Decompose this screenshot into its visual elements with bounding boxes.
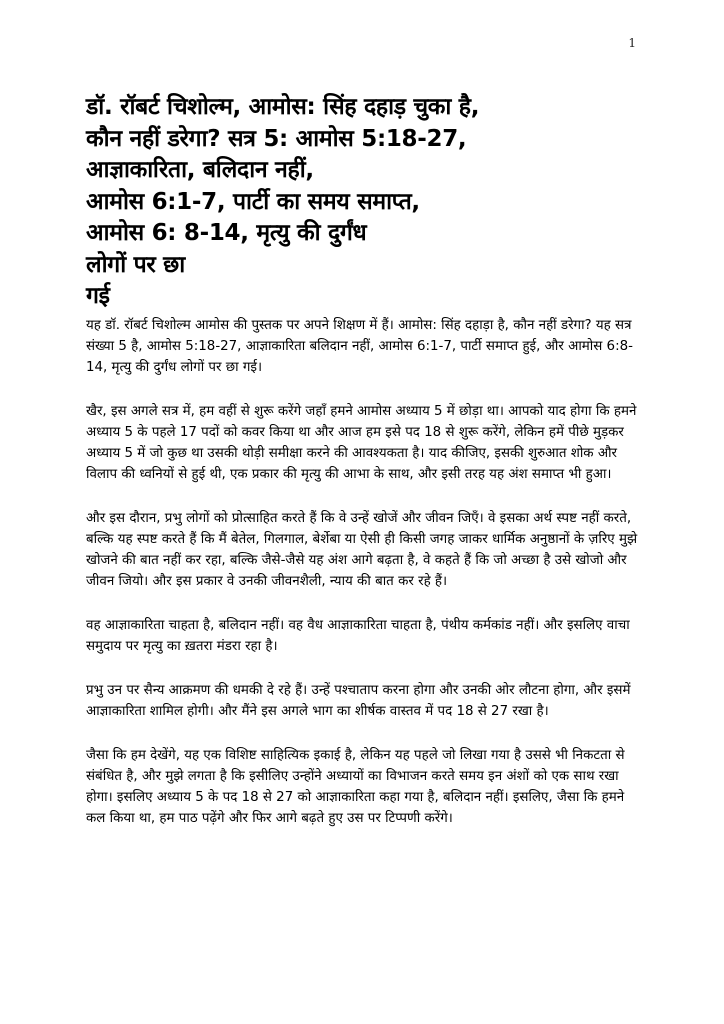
paragraph: खैर, इस अगले सत्र में, हम वहीं से शुरू करेंगे जहाँ हमने आमोस अध्याय 5 में छोड़ा था। आपको याद होगा कि हमने अध्याय 5 के पहले 17 पदों को कवर किया था और आज हम इसे पद 18 से शुरू करेंगे, लेकिन हमें पीछे मुड़कर अध्याय 5 में जो कुछ था उसकी थोड़ी समीक्षा करने की आवश्यकता है। याद कीजिए, इसकी शुरुआत शोक और विलाप की ध्वनियों से हुई थी, एक प्रकार की मृत्यु की आभा के साथ, और इसी तरह यह अंश समाप्त भी हुआ। — [86, 403, 637, 482]
title-line: गई — [86, 283, 110, 309]
document-title — [86, 92, 646, 313]
title-line: लोगों पर छा — [86, 251, 185, 278]
title-line: आमोस 6:1-7, पार्टी का समय समाप्त, — [86, 188, 420, 215]
paragraph: प्रभु उन पर सैन्य आक्रमण की धमकी दे रहे हैं। उन्हें पश्चाताप करना होगा और उनकी ओर लौटना होगा, और इसमें आज्ञाकारिता शामिल होगी। और मैंने इस अगले भाग का शीर्षक वास्तव में पद 18 से 27 रखा है। — [86, 682, 631, 719]
paragraph: जैसा कि हम देखेंगे, यह एक विशिष्ट साहित्यिक इकाई है, लेकिन यह पहले जो लिखा गया है उससे भी निकटता से संबंधित है, और मुझे लगता है कि इसीलिए उन्होंने अध्यायों का विभाजन करते समय इन अंशों को एक साथ रखा होगा। इसलिए अध्याय 5 के पद 18 से 27 को आज्ञाकारिता कहा गया है, बलिदान नहीं। इसलिए, जैसा कि हमने कल किया था, हम पाठ पढ़ेंगे और फिर आगे बढ़ते हुए उस पर टिप्पणी करेंगे। — [86, 747, 625, 826]
paragraph: और इस दौरान, प्रभु लोगों को प्रोत्साहित करते हैं कि वे उन्हें खोजें और जीवन जिएँ। वे इसका अर्थ स्पष्ट नहीं करते, बल्कि यह स्पष्ट करते हैं कि मैं बेतेल, गिलगाल, बेर्शेबा या ऐसी ही किसी जगह जाकर धार्मिक अनुष्ठानों के ज़रिए मुझे खोजने की बात नहीं कर रहा, बल्कि जैसे-जैसे यह अंश आगे बढ़ता है, वे कहते हैं कि जो अच्छा है उसे खोजो और जीवन जियो। और इस प्रकार वे उनकी जीवनशैली, न्याय की बात कर रहे हैं। — [86, 510, 638, 589]
paragraph-intro: यह डॉ. रॉबर्ट चिशोल्म आमोस की पुस्तक पर अपने शिक्षण में हैं। आमोस: सिंह दहाड़ा है, कौन नहीं डरेगा? यह सत्र संख्या 5 है, आमोस 5:18-27, आज्ञाकारिता बलिदान नहीं, आमोस 6:1-7, पार्टी समाप्त हुई, और आमोस 6:8-14, मृत्यु की दुर्गंध लोगों पर छा गई। — [86, 317, 633, 375]
title-line: कौन नहीं डरेगा? सत्र 5: आमोस 5:18-27, — [86, 125, 467, 152]
title-line: आज्ञाकारिता, बलिदान नहीं, — [86, 157, 314, 183]
paragraph: वह आज्ञाकारिता चाहता है, बलिदान नहीं। वह वैध आज्ञाकारिता चाहता है, पंथीय कर्मकांड नहीं। और इसलिए वाचा समुदाय पर मृत्यु का ख़तरा मंडरा रहा है। — [86, 617, 630, 654]
page-number: 1 — [628, 36, 636, 50]
title-line: आमोस 6: 8-14, मृत्यु की दुर्गंध — [86, 220, 367, 246]
title-line: डॉ. रॉबर्ट चिशोल्म, आमोस: सिंह दहाड़ चुका है, — [86, 94, 480, 120]
document-body — [86, 92, 646, 852]
